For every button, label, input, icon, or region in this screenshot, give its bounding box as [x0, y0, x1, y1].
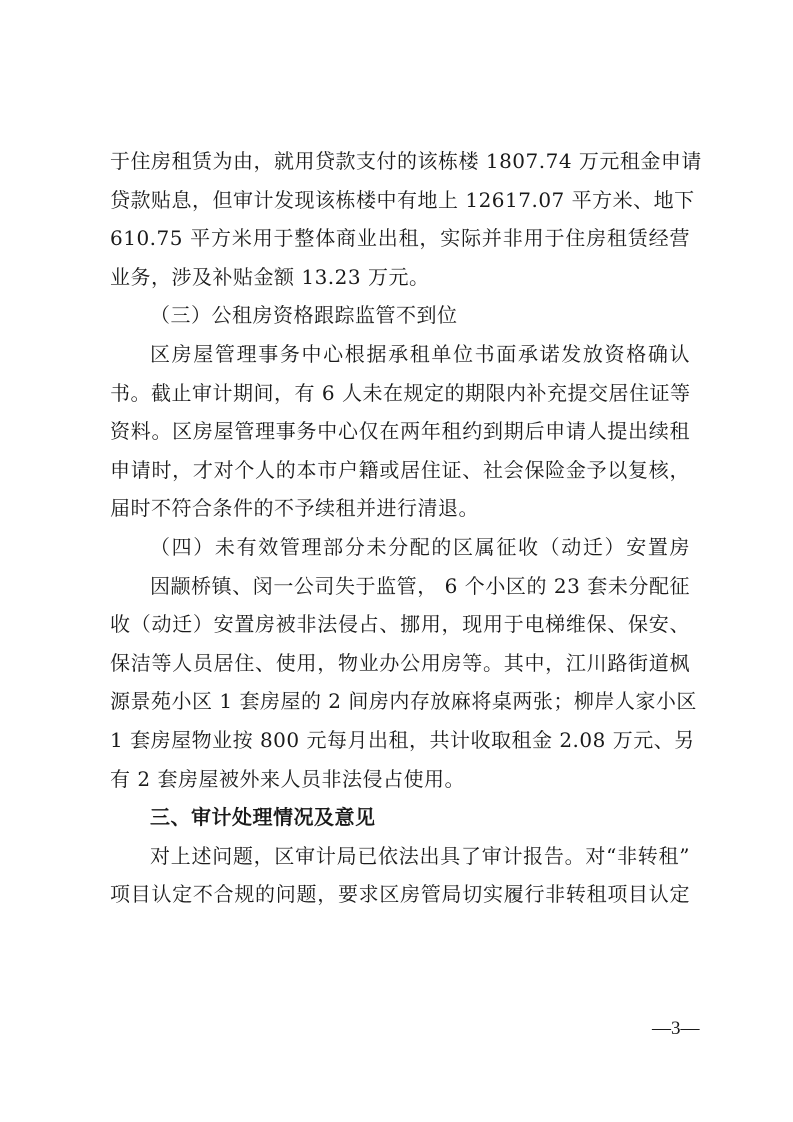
- body-text-line: 申请时，才对个人的本市户籍或居住证、社会保险金予以复核，: [110, 458, 690, 482]
- body-text-line: 1 套房屋物业按 800 元每月出租，共计收取租金 2.08 万元、另: [110, 728, 695, 752]
- body-text-line: 贷款贴息，但审计发现该栋楼中有地上 12617.07 平方米、地下: [110, 188, 695, 212]
- body-text-line: 对上述问题，区审计局已依法出具了审计报告。对“非转租”: [150, 844, 690, 868]
- section-heading-main: 三、审计处理情况及意见: [150, 805, 376, 829]
- section-heading-3: （三）公租房资格跟踪监管不到位: [150, 303, 458, 327]
- body-text-line: 业务，涉及补贴金额 13.23 万元。: [110, 265, 430, 289]
- body-text-line: 收（动迁）安置房被非法侵占、挪用，现用于电梯维保、保安、: [110, 612, 690, 636]
- body-text-line: 资料。区房屋管理事务中心仅在两年租约到期后申请人提出续租: [110, 419, 690, 443]
- body-text-line: 于住房租赁为由，就用贷款支付的该栋楼 1807.74 万元租金申请: [110, 149, 702, 173]
- body-text-line: 届时不符合条件的不予续租并进行清退。: [110, 496, 479, 520]
- body-text-line: 书。截止审计期间，有 6 人未在规定的期限内补充提交居住证等: [110, 381, 691, 405]
- body-text-line: 区房屋管理事务中心根据承租单位书面承诺发放资格确认: [150, 342, 690, 366]
- body-text-line: 因颛桥镇、闵一公司失于监管， 6 个小区的 23 套未分配征: [150, 574, 690, 598]
- body-text-line: 610.75 平方米用于整体商业出租，实际并非用于住房租赁经营: [110, 226, 690, 250]
- body-text-line: 源景苑小区 1 套房屋的 2 间房内存放麻将桌两张；柳岸人家小区: [110, 689, 697, 713]
- body-text-line: 有 2 套房屋被外来人员非法侵占使用。: [110, 767, 465, 791]
- page-number: —3—: [652, 1018, 700, 1039]
- body-text-line: 保洁等人员居住、使用，物业办公用房等。其中，江川路街道枫: [110, 651, 690, 675]
- body-text-line: 项目认定不合规的问题，要求区房管局切实履行非转租项目认定: [110, 882, 690, 906]
- section-heading-4: （四）未有效管理部分未分配的区属征收（动迁）安置房: [150, 535, 690, 559]
